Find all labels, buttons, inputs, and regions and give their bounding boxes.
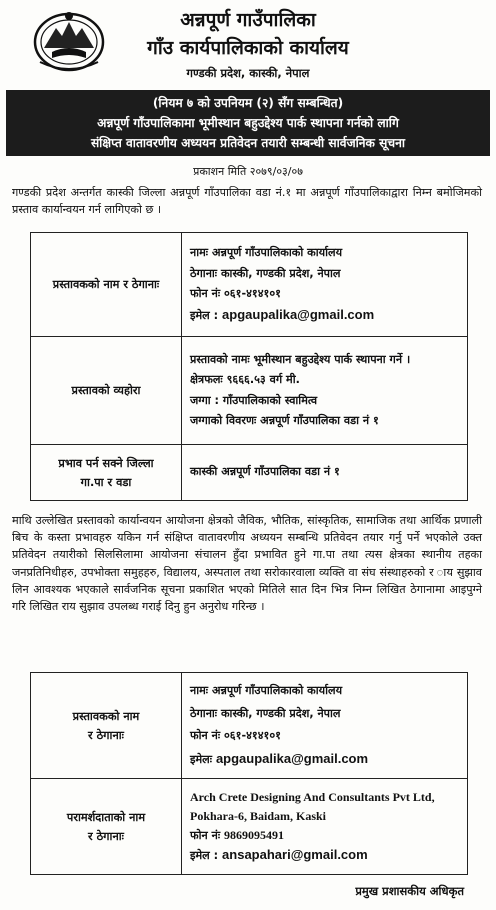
consultant-contact [182,779,468,875]
banner-subject-line: अन्नपूर्ण गाँउपालिकामा भूमीस्थान बहुउद्देश्य पार्क स्थापना गर्नको लागि [97,116,399,130]
proposer-name: नामः अन्नपूर्ण गाँउपालिकाको कार्यालय [190,684,343,697]
consultant-phone: 9869095491 [224,828,284,842]
table-row [31,445,468,501]
banner-rule-reference: (नियम ७ को उपनियम (२) सँग सम्बन्धित) [152,96,344,110]
proposal-land-detail: जग्गाको विवरणः अन्नपूर्ण गाँउपालिका वडा नं १ [190,414,379,427]
proposal-land: जग्गा : गाँउपालिकाको स्वामित्व [190,393,318,407]
proposer-email-line: इमेल : apgaupalika@gmail.com [190,306,375,322]
proposer-details [182,233,468,337]
contact-table [30,672,468,875]
proposal-area: क्षेत्रफलः ९६६६.५३ वर्ग मी. [190,373,300,386]
consultant-email-line: इमेल : ansapahari@gmail.com [190,847,368,862]
proposer-address: ठेगानाः कास्की, गण्डकी प्रदेश, नेपाल [190,266,341,280]
intro-paragraph: गण्डकी प्रदेश अन्तर्गत कास्की जिल्ला अन्नपूर्ण गाँउपालिका वडा नं.१ मा अन्नपूर्ण गाँउपालिकाद्वारा निम्न बमोजिमको प्रस्ताव कार्यान्वयन गर्न लागिएको छ । [12,186,482,217]
proposer-phone: फोन नंः ०६१-४१४१०१ [190,729,281,742]
proposer-name: नामः अन्नपूर्ण गाँउपालिकाको कार्यालय [190,246,343,259]
office-address: गण्डकी प्रदेश, कास्की, नेपाल [186,66,310,80]
consultant-company: Arch Crete Designing And Consultants Pvt Ltd, [190,790,435,804]
table-row [31,779,468,875]
proposal-description-label: प्रस्तावको व्यहोरा [31,337,182,445]
proposer-label: प्रस्तावकको नाम र ठेगानाः [31,673,182,779]
proposal-name: प्रस्तावको नामः भूमीस्थान बहुउद्देश्य पार्क स्थापना गर्ने । [190,352,411,366]
consultant-phone-line: फोन नंः 9869095491 [190,828,284,842]
notice-header [0,0,496,88]
consultant-city: Pokhara-6, Baidam, Kaski [190,809,327,823]
signatory-title: प्रमुख प्रशासकीय अधिकृत [355,884,464,898]
banner-notice-type: संक्षिप्त वातावरणीय अध्ययन प्रतिवेदन तयारी सम्बन्धी सार्वजनिक सूचना [90,136,406,150]
consultant-label: परामर्शदाताको नाम र ठेगानाः [31,779,182,875]
proposer-address: ठेगानाः कास्की, गण्डकी प्रदेश, नेपाल [190,706,341,720]
proposer-phone: फोन नंः ०६१-४१४१०१ [190,287,281,300]
proposal-description [182,337,468,445]
publish-date: प्रकाशन मिति २०७९/०३/०७ [193,165,303,178]
proposer-email: apgaupalika@gmail.com [215,750,369,766]
proposer-contact [182,673,468,779]
proposal-details-table [30,232,468,501]
proposer-email-line: इमेलः apgaupalika@gmail.com [190,750,369,766]
municipality-name: अन्नपूर्ण गाउँपालिका [180,9,316,31]
notice-title-banner [6,90,490,156]
proposer-label: प्रस्तावकको नाम र ठेगानाः [31,233,182,337]
proposer-email: apgaupalika@gmail.com [222,306,375,322]
request-paragraph: माथि उल्लेखित प्रस्तावको कार्यान्वयन आयोजना क्षेत्रको जैविक, भौतिक, सांस्कृतिक, सामाजिक तथा आर्थिक प्रणाली बिच के कस्ता प्रभावहरु यकिन गर्न संक्षिप्त वातावरणीय अध्ययन सम्बन्धि प्रतिवेदन तयार गर्नु पर्ने भएकोले उक्त प्रतिवेदन तयारीको सिलसिलामा आयोजना संचालन हुँदा प्रभावित हुने गा.पा तथा त्यस क्षेत्रका स्थानीय तहका जनप्रतिनिधीहरु, उपभोक्ता समुहहरु, विद्यालय, अस्पताल तथा सरोकारवाला व्यक्ति वा संघ संस्थाहरुको र ाय सुझाव लिन आवश्यक भएकाले सार्वजनिक सूचना प्रकाशित भएको मितिले सात दिन भित्र निम्न लिखित ठेगानामा आइपुग्ने गरि लिखित राय सुझाव उपलब्ध गराई दिनु हुन अनुरोध गरिन्छ । [12,514,482,614]
table-row [31,233,468,337]
table-row [31,337,468,445]
affected-area-label: प्रभाव पर्न सक्ने जिल्ला गा.पा र वडा [31,445,182,501]
table-row [31,673,468,779]
consultant-email: ansapahari@gmail.com [222,847,368,862]
affected-area-value: कास्की अन्नपूर्ण गाँउपालिका वडा नं १ [182,445,468,501]
office-name: गाँउ कार्यपालिकाको कार्यालय [147,37,349,59]
